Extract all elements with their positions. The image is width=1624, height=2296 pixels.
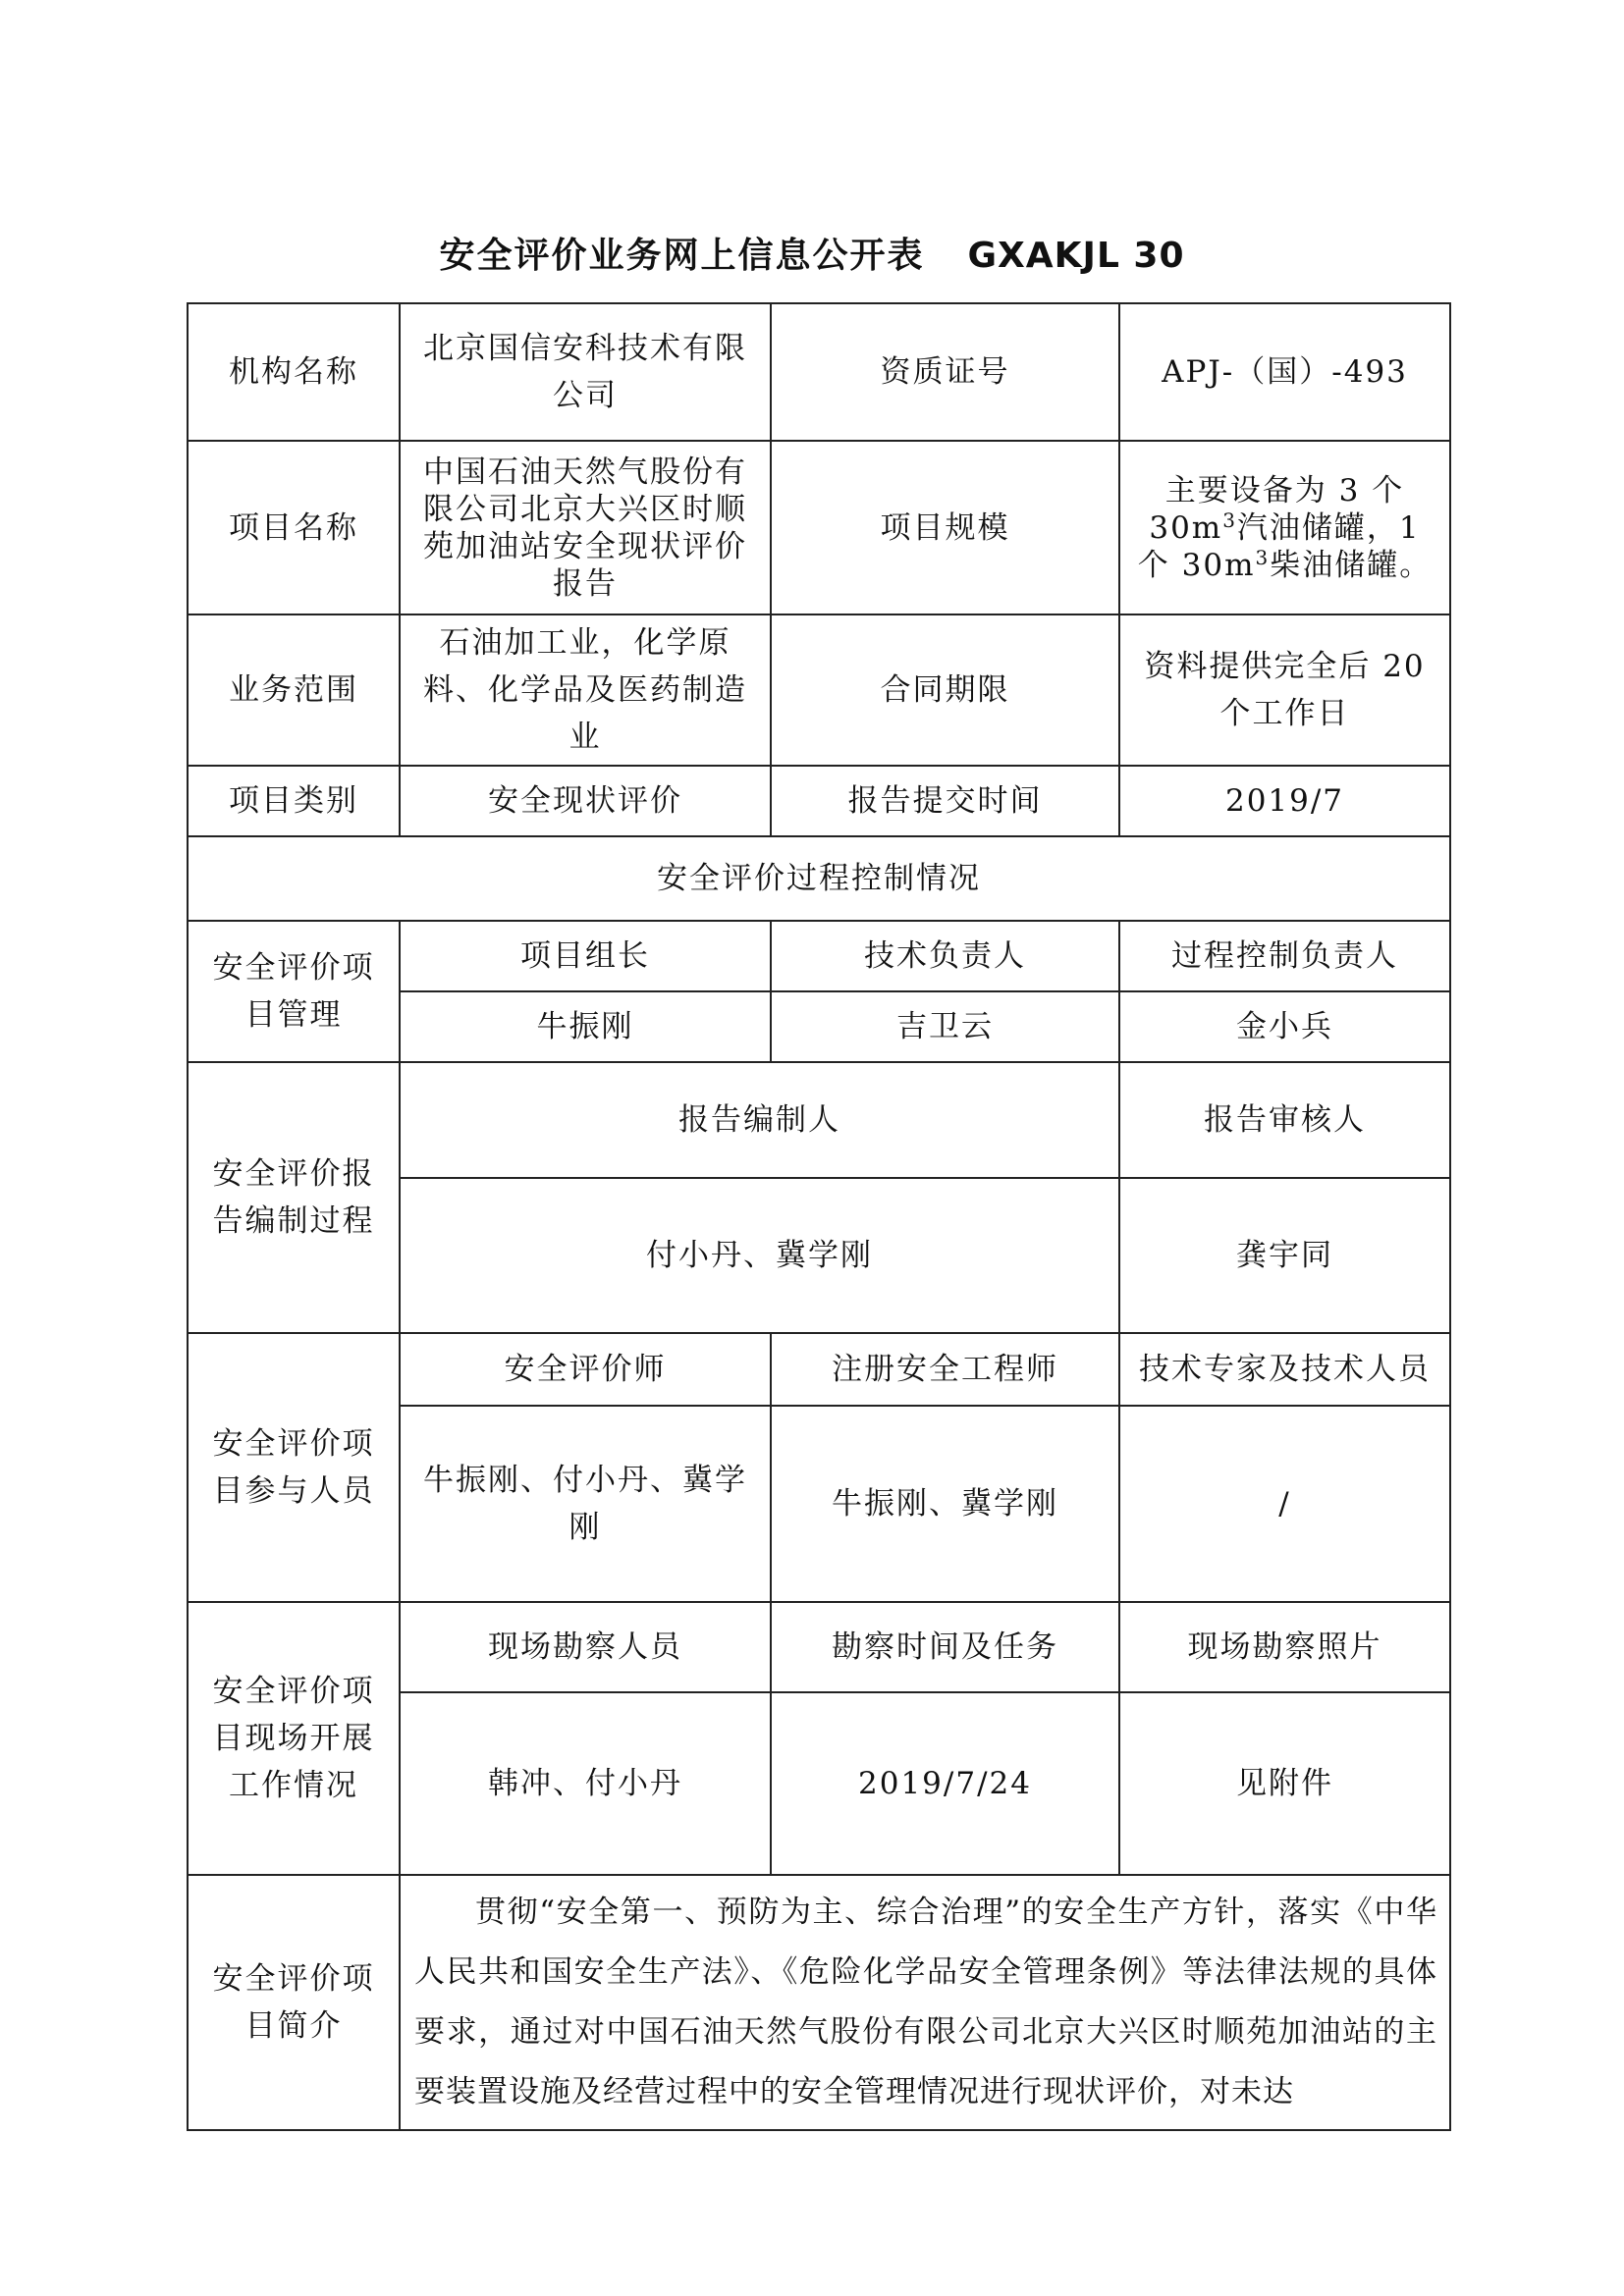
survey-time-value: 2019/7/24 bbox=[771, 1692, 1119, 1875]
survey-photo-label: 现场勘察照片 bbox=[1119, 1602, 1450, 1692]
category-value: 安全现状评价 bbox=[400, 766, 771, 836]
scale-sup-1: 3 bbox=[1222, 507, 1237, 532]
leader-label: 项目组长 bbox=[400, 921, 771, 991]
table-row bbox=[188, 441, 1450, 614]
page-title bbox=[0, 228, 1624, 278]
intro-text: 贯彻“安全第一、预防为主、综合治理”的安全生产方针，落实《中华人民共和国安全生产法》、《危险化学品安全管理条例》等法律法规的具体要求，通过对中国石油天然气股份有限公司北京大兴区时顺苑加油站的主要装置设施及经营过程中的安全管理情况进行现状评价，对未达 bbox=[414, 1895, 1437, 2109]
survey-photo-value: 见附件 bbox=[1119, 1692, 1450, 1875]
submit-label: 报告提交时间 bbox=[771, 766, 1119, 836]
compiler-value: 付小丹、冀学刚 bbox=[400, 1178, 1119, 1333]
org-label: 机构名称 bbox=[188, 303, 400, 441]
table-row bbox=[188, 836, 1450, 921]
tech-lead-value: 吉卫云 bbox=[771, 991, 1119, 1062]
table-row bbox=[188, 1333, 1450, 1406]
section-title: 安全评价过程控制情况 bbox=[188, 836, 1450, 921]
evaluator-value: 牛振刚、付小丹、冀学刚 bbox=[400, 1406, 771, 1602]
scale-sup-2: 3 bbox=[1255, 545, 1271, 569]
table-row bbox=[188, 766, 1450, 836]
table-row bbox=[188, 1875, 1450, 2130]
expert-value: / bbox=[1119, 1406, 1450, 1602]
intro-cell bbox=[400, 1875, 1450, 2130]
org-value: 北京国信安科技术有限公司 bbox=[400, 303, 771, 441]
scale-label: 项目规模 bbox=[771, 441, 1119, 614]
scope-label: 业务范围 bbox=[188, 614, 400, 766]
title-text: 安全评价业务网上信息公开表 bbox=[439, 236, 925, 276]
table-row bbox=[188, 921, 1450, 991]
process-lead-label: 过程控制负责人 bbox=[1119, 921, 1450, 991]
process-lead-value: 金小兵 bbox=[1119, 991, 1450, 1062]
table-row bbox=[188, 303, 1450, 441]
project-value: 中国石油天然气股份有限公司北京大兴区时顺苑加油站安全现状评价报告 bbox=[400, 441, 771, 614]
scale-part2: 汽油储罐，1 个 30m bbox=[1137, 509, 1421, 583]
info-table bbox=[187, 302, 1451, 2131]
scale-value bbox=[1119, 441, 1450, 614]
intro-label: 安全评价项目简介 bbox=[188, 1875, 400, 2130]
expert-label: 技术专家及技术人员 bbox=[1119, 1333, 1450, 1406]
compiler-label: 报告编制人 bbox=[400, 1062, 1119, 1178]
category-label: 项目类别 bbox=[188, 766, 400, 836]
engineer-value: 牛振刚、冀学刚 bbox=[771, 1406, 1119, 1602]
engineer-label: 注册安全工程师 bbox=[771, 1333, 1119, 1406]
cert-value: APJ-（国）-493 bbox=[1119, 303, 1450, 441]
survey-time-label: 勘察时间及任务 bbox=[771, 1602, 1119, 1692]
survey-staff-label: 现场勘察人员 bbox=[400, 1602, 771, 1692]
reviewer-value: 龚宇同 bbox=[1119, 1178, 1450, 1333]
management-label: 安全评价项目管理 bbox=[188, 921, 400, 1062]
site-label: 安全评价项目现场开展工作情况 bbox=[188, 1602, 400, 1875]
scope-value: 石油加工业，化学原料、化学品及医药制造业 bbox=[400, 614, 771, 766]
tech-lead-label: 技术负责人 bbox=[771, 921, 1119, 991]
contract-label: 合同期限 bbox=[771, 614, 1119, 766]
table-row bbox=[188, 1602, 1450, 1692]
contract-value: 资料提供完全后 20 个工作日 bbox=[1119, 614, 1450, 766]
project-label: 项目名称 bbox=[188, 441, 400, 614]
reviewer-label: 报告审核人 bbox=[1119, 1062, 1450, 1178]
cert-label: 资质证号 bbox=[771, 303, 1119, 441]
submit-value: 2019/7 bbox=[1119, 766, 1450, 836]
scale-part1: 主要设备为 3 个 30m bbox=[1149, 472, 1405, 546]
scale-part3: 柴油储罐。 bbox=[1270, 547, 1433, 583]
report-label: 安全评价报告编制过程 bbox=[188, 1062, 400, 1333]
leader-value: 牛振刚 bbox=[400, 991, 771, 1062]
survey-staff-value: 韩冲、付小丹 bbox=[400, 1692, 771, 1875]
evaluator-label: 安全评价师 bbox=[400, 1333, 771, 1406]
table-row bbox=[188, 1062, 1450, 1178]
participants-label: 安全评价项目参与人员 bbox=[188, 1333, 400, 1602]
form-code: GXAKJL 30 bbox=[967, 236, 1185, 276]
table-row bbox=[188, 614, 1450, 766]
